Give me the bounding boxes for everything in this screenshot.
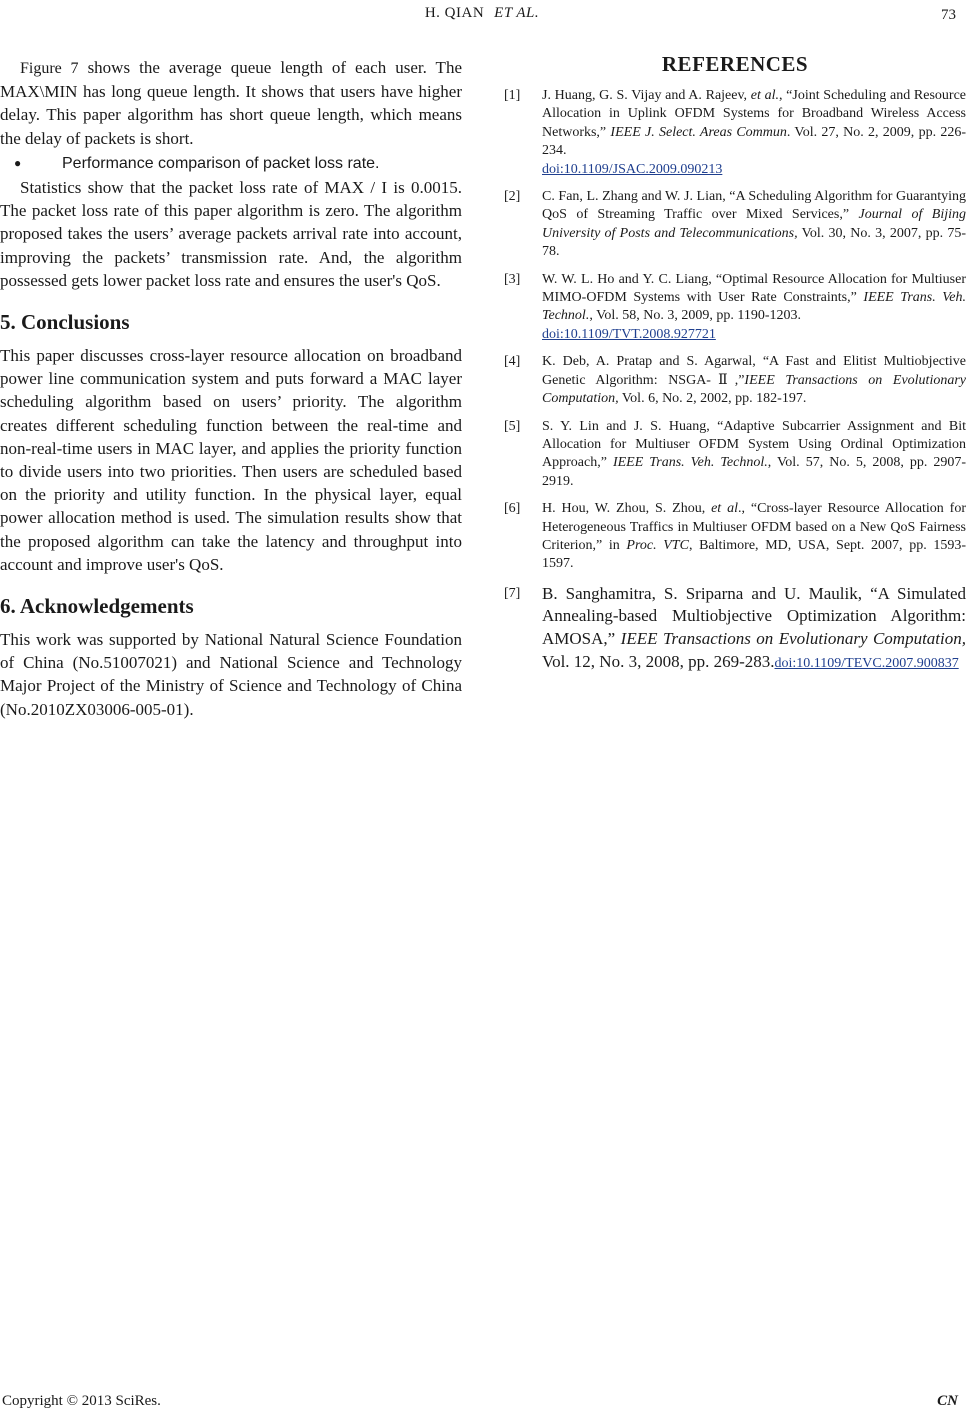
reference-number: [6] — [504, 501, 521, 517]
acknowledgements-paragraph: This work was supported by National Natural Science Foundation of China (No.51007021) and National Science and Technology Major Project of the Ministry of Science and Technology of China (No.2010ZX03006-005-01). — [0, 630, 462, 719]
reference-text: S. Y. Lin and J. S. Huang, “Adaptive Subcarrier Assignment and Bit Allocation for Multiuser OFDM System Using Ordinal Optimization Approach,” IEEE Trans. Veh. Technol., Vol. 57, No. 5, 2008, pp. 2907-2919. — [542, 418, 967, 489]
conclusions-paragraph: This paper discusses cross-layer resource allocation on broadband power line communication system and puts forward a MAC layer scheduling algorithm based on users’ priority. The algorithm creates different scheduling function between the real-time and non-real-time users in MAC layer, and applies the priority function to divide users into two priorities. Then users are scheduled based on the priority and utility function. In the physical layer, equal power allocation method is used. The simulation results show that the proposed algorithm can take the latency and throughput into account and improve user's QoS. — [0, 346, 462, 574]
reference-text: W. W. L. Ho and Y. C. Liang, “Optimal Resource Allocation for Multiuser MIMO-OFDM Systems with User Rate Constraints,” IEEE Trans. Veh. Technol., Vol. 58, No. 3, 2009, pp. 1190-1203. doi:10.1109/TVT.2008.927721 — [542, 271, 966, 342]
doi-link[interactable]: doi:10.1109/TEVC.2007.900837 — [774, 655, 959, 671]
bullet-item — [0, 152, 462, 175]
references-heading: REFERENCES — [661, 52, 809, 76]
reference-item — [504, 87, 966, 179]
reference-number: [4] — [504, 354, 521, 370]
section-heading-conclusions: 5. Conclusions — [0, 310, 130, 335]
page-number: 73 — [941, 7, 956, 23]
reference-item — [504, 353, 966, 408]
header-author: H. QIAN — [424, 5, 485, 21]
paragraph-figure7: Figure 7 shows the average queue length of each user. The MAX\MIN has long queue length. It shows that users have higher delay. This paper algorithm has short queue length, which means the delay of packets is short. — [0, 58, 462, 148]
doi-link[interactable]: doi:10.1109/JSAC.2009.090213 — [542, 161, 723, 177]
reference-text: H. Hou, W. Zhou, S. Zhou, et al., “Cross-layer Resource Allocation for Heterogeneous Traffics in Multiuser OFDM based on a New QoS Fairness Criterion,” in Proc. VTC, Baltimore, MD, USA, Sept. 2007, pp. 1593-1597. — [542, 501, 967, 572]
figure-reference: Figure 7 — [20, 60, 79, 77]
reference-text: K. Deb, A. Pratap and S. Agarwal, “A Fast and Elitist Multiobjective Genetic Algorithm: NSGA-Ⅱ,”IEEE Transactions on Evolutionary Computation, Vol. 6, No. 2, 2002, pp. 182-197. — [542, 354, 967, 407]
reference-item — [504, 188, 966, 262]
left-column — [0, 56, 462, 721]
reference-text: J. Huang, G. S. Vijay and A. Rajeev, et al., “Joint Scheduling and Resource Allocation in Uplink OFDM Systems for Broadband Wireless Access Networks,” IEEE J. Select. Areas Commun. Vol. 27, No. 2, 2009, pp. 226-234. doi:10.1109/JSAC.2009.090213 — [542, 88, 966, 177]
reference-text: B. Sanghamitra, S. Sriparna and U. Maulik, “A Simulated Annealing-based Multiobjective Optimization Algorithm: AMOSA,” IEEE Transactions on Evolutionary Computation, Vol. 12, No. 3, 2008, pp. 269-283.doi:10.1109/TEVC.2007.900837 — [542, 583, 966, 671]
reference-item — [504, 500, 966, 574]
reference-number: [2] — [504, 189, 521, 205]
paragraph-packet-loss: Statistics show that the packet loss rate of MAX / I is 0.0015. The packet loss rate of this paper algorithm is zero. The algorithm proposed takes the users’ average packets arrival rate into account, improving the packets’ transmission rate. And, the algorithm possessed gets lower packet loss rate and ensures the user's QoS. — [0, 178, 462, 290]
reference-number: [3] — [504, 271, 521, 287]
section-heading-acknowledgements: 6. Acknowledgements — [0, 594, 194, 619]
references-column — [504, 52, 966, 684]
reference-number: [5] — [504, 418, 521, 434]
reference-number: [1] — [504, 88, 521, 103]
running-header — [0, 5, 968, 22]
reference-item — [504, 271, 966, 345]
doi-link[interactable]: doi:10.1109/TVT.2008.927721 — [542, 326, 716, 342]
journal-abbreviation: CN — [937, 1393, 958, 1409]
header-et-al: ET AL. — [494, 5, 540, 21]
reference-number: [7] — [504, 585, 521, 601]
reference-item — [504, 418, 966, 492]
bullet-dot-icon: ● — [14, 155, 22, 170]
bullet-text: Performance comparison of packet loss rate. — [62, 154, 380, 172]
reference-item — [504, 583, 966, 675]
copyright-footer: Copyright © 2013 SciRes. — [2, 1393, 161, 1409]
reference-text: C. Fan, L. Zhang and W. J. Lian, “A Scheduling Algorithm for Guarantying QoS of Streaming Traffic over Mixed Services,” Journal of Bijing University of Posts and Telecommunications, Vol. 30, No. 3, 2007, pp. 75-78. — [542, 189, 966, 260]
